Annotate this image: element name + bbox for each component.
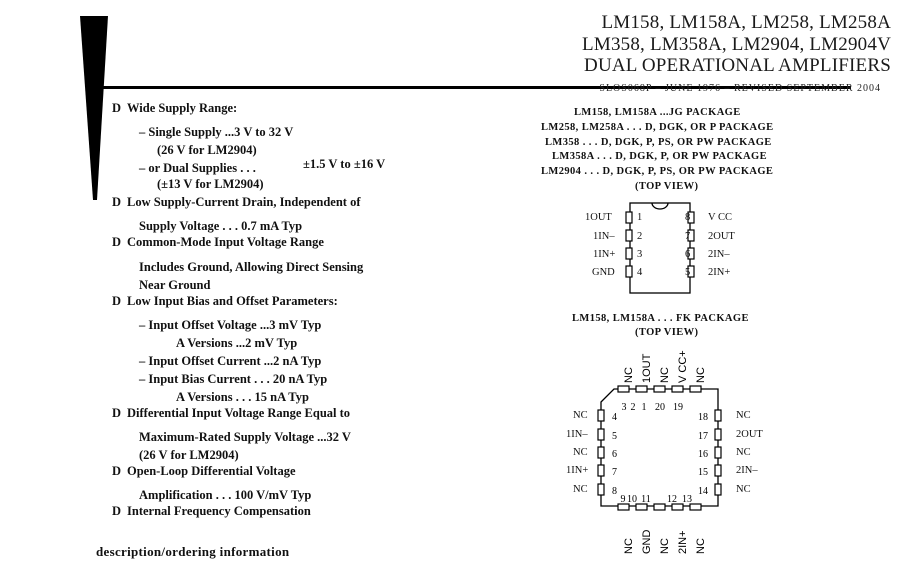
bullet: D [112,504,122,518]
fk-bottom-pin-name: 2IN+ [677,530,689,554]
feature-single-supply-note: (26 V for LM2904) [157,143,257,157]
fk-top-pin-name: V CC+ [677,350,689,383]
fk-lead [598,429,604,440]
package-line: LM258, LM258A . . . D, DGK, OR P PACKAGE [541,122,774,133]
fk-left-pin-name: 1IN+ [566,465,589,476]
header-wedge [80,16,108,200]
feature-dual-supply-value: ±1.5 V to ±16 V [303,157,386,171]
dip-pin-lead [626,248,632,259]
dip-pin-number: 5 [685,267,691,278]
fk-pin-number: 12 [667,494,677,505]
feature-wide-supply: Wide Supply Range: [127,101,238,115]
dip-pin-number: 6 [685,249,691,260]
fk-package-title: LM158, LM158A . . . FK PACKAGE [572,313,749,324]
feature-common-mode: Common-Mode Input Voltage Range [127,235,324,249]
fk-pin-number: 3 [621,402,627,413]
bullet: D [112,195,122,209]
fk-lead [598,410,604,421]
bullet: D [112,101,122,115]
fk-top-pin-name: NC [623,367,635,383]
fk-lead [715,429,721,440]
fk-pin-number: 17 [698,431,708,442]
feature-max-rated: Maximum-Rated Supply Voltage ...32 V [139,430,351,444]
dip-pin-name: 2OUT [708,231,735,242]
feature-near-ground: Near Ground [139,278,211,292]
feature-max-rated-note: (26 V for LM2904) [139,448,239,462]
fk-bottom-pin-name: NC [623,538,635,554]
feature-open-loop: Open-Loop Differential Voltage [127,464,296,478]
feature-amplification: Amplification . . . 100 V/mV Typ [139,488,312,502]
fk-top-view: (TOP VIEW) [635,327,699,338]
fk-pin-number: 19 [673,402,683,413]
fk-pin-number: 4 [612,412,617,423]
feature-single-supply: – Single Supply ...3 V to 32 V [139,125,294,139]
fk-pin-number: 10 [627,494,637,505]
fk-pin-number: 20 [655,402,665,413]
bullet: D [112,464,122,478]
feature-low-bias: Low Input Bias and Offset Parameters: [127,294,338,308]
fk-left-pin-name: NC [573,484,588,495]
fk-right-pin-name: NC [736,410,751,421]
fk-lead [715,484,721,495]
fk-top-labels [610,343,720,387]
fk-pin-number: 8 [612,486,617,497]
bullet: D [112,406,122,420]
bullet: D [112,294,122,308]
dip-pin-number: 1 [637,212,643,223]
fk-pin-number: 2 [630,402,636,413]
bullet: D [112,235,122,249]
dip-pin-number: 4 [637,267,643,278]
dip-top-view: (TOP VIEW) [635,181,699,192]
fk-pin-number: 15 [698,467,708,478]
feature-dual-supply: – or Dual Supplies . . . [139,161,256,175]
fk-pin-number: 1 [641,402,647,413]
fk-lead [715,465,721,476]
dip-pin-name: 1IN+ [593,249,616,260]
dip-notch [652,203,668,209]
package-line: LM2904 . . . D, DGK, P, PS, OR PW PACKAGE [541,166,774,177]
package-line: LM358A . . . D, DGK, P, OR PW PACKAGE [552,151,767,162]
fk-left-pin-name: NC [573,410,588,421]
fk-lead [715,447,721,458]
dip-pin-number: 7 [685,231,691,242]
fk-lead [598,484,604,495]
title-line-2: LM358, LM358A, LM2904, LM2904V [582,34,891,55]
title-line-1: LM158, LM158A, LM258, LM258A [601,12,891,33]
feature-dual-supply-note: (±13 V for LM2904) [157,177,264,191]
fk-lead [598,447,604,458]
fk-bottom-pin-name: NC [695,538,707,554]
dip-pin-number: 3 [637,249,643,260]
dip-pin-lead [626,212,632,223]
fk-right-pin-name: 2OUT [736,429,763,440]
dip-pin-name: GND [592,267,615,278]
title-line-3: DUAL OPERATIONAL AMPLIFIERS [584,55,891,76]
dip-pin-lead [626,266,632,277]
fk-pin-number: 7 [612,467,617,478]
fk-bottom-pin-name: GND [641,529,653,554]
fk-pin-number: 6 [612,449,617,460]
feature-bias-current: – Input Bias Current . . . 20 nA Typ [139,372,328,386]
feature-a-versions-current: A Versions . . . 15 nA Typ [176,390,309,404]
fk-package-diagram [596,384,736,524]
doc-reference: SLOS068P – JUNE 1976 – REVISED SEPTEMBER 2004 [599,83,881,94]
feature-a-versions-voltage: A Versions ...2 mV Typ [176,336,298,350]
feature-low-supply-current: Low Supply-Current Drain, Independent of [127,195,361,209]
fk-top-pin-name: 1OUT [641,353,653,383]
fk-bottom-labels [610,514,720,559]
fk-pin-number: 9 [620,494,626,505]
fk-top-pin-name: NC [659,367,671,383]
dip-pin-name: 2IN– [708,249,730,260]
fk-right-pin-name: NC [736,447,751,458]
feature-offset-current: – Input Offset Current ...2 nA Typ [139,354,322,368]
dip-pin-lead [626,230,632,241]
feature-includes-ground: Includes Ground, Allowing Direct Sensing [139,260,364,274]
fk-right-pin-name: NC [736,484,751,495]
feature-differential: Differential Input Voltage Range Equal to [127,406,351,420]
feature-supply-voltage: Supply Voltage . . . 0.7 mA Typ [139,219,303,233]
fk-pin-number: 13 [682,494,692,505]
feature-offset-voltage: – Input Offset Voltage ...3 mV Typ [139,318,322,332]
package-line: LM358 . . . D, DGK, P, PS, OR PW PACKAGE [545,137,772,148]
fk-left-pin-name: 1IN– [566,429,588,440]
fk-bottom-pin-name: NC [659,538,671,554]
fk-pin-number: 18 [698,412,708,423]
fk-lead [715,410,721,421]
fk-right-pin-name: 2IN– [736,465,758,476]
fk-pin-number: 11 [641,494,651,505]
fk-pin-number: 5 [612,431,617,442]
dip-pin-name: 2IN+ [708,267,731,278]
dip-pin-name: 1OUT [585,212,612,223]
fk-left-pin-name: NC [573,447,588,458]
fk-top-pin-name: NC [695,367,707,383]
feature-freq-comp: Internal Frequency Compensation [127,504,311,518]
fk-pin-number: 16 [698,449,708,460]
dip-pin-name: V CC [708,212,733,223]
package-line: LM158, LM158A ...JG PACKAGE [574,107,741,118]
dip-pin-number: 8 [685,212,691,223]
dip-pin-number: 2 [637,231,643,242]
section-title: description/ordering information [96,544,290,559]
fk-lead [654,504,665,510]
fk-lead [598,465,604,476]
fk-pin-number: 14 [698,486,708,497]
dip-pin-name: 1IN– [593,231,615,242]
